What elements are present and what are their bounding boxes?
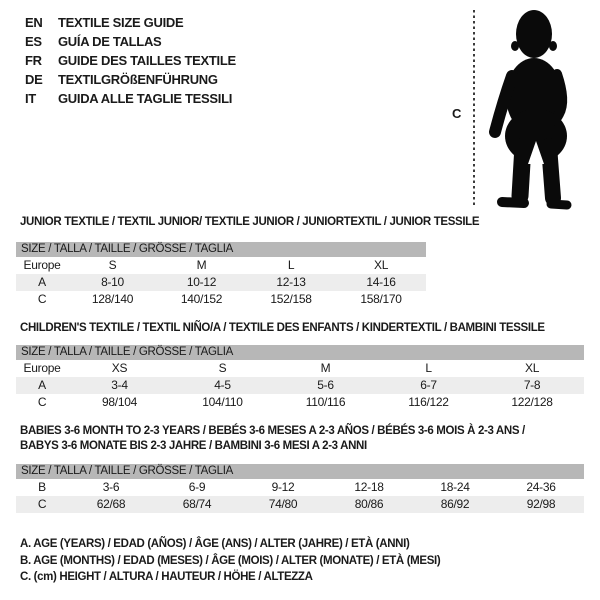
- cell-value: 128/140: [91, 292, 134, 306]
- col-header: XL: [373, 258, 389, 272]
- table-row: [16, 274, 426, 291]
- cell-value: 152/158: [270, 292, 312, 306]
- language-label: TEXTILGRÖßENFÜHRUNG: [58, 72, 218, 87]
- cell-value: 14-16: [366, 275, 396, 289]
- toddler-silhouette-icon: [487, 8, 579, 213]
- col-header: L: [425, 361, 432, 375]
- cell-value: 122/128: [511, 395, 553, 409]
- cell-value: 12-18: [354, 480, 384, 494]
- language-code: DE: [25, 72, 43, 87]
- cell-value: 74/80: [268, 497, 298, 511]
- babies-size-table: [16, 464, 584, 513]
- cell-value: 86/92: [440, 497, 470, 511]
- language-row: [25, 32, 236, 51]
- table-row: [16, 291, 426, 308]
- children-table-title: CHILDREN'S TEXTILE / TEXTIL NIÑO/A / TEXTILE DES ENFANTS / KINDERTEXTIL / BAMBINI TESSILE: [20, 322, 545, 334]
- row-label: C: [37, 497, 47, 511]
- babies-title-line2: BABYS 3-6 MONATE BIS 2-3 JAHRE / BAMBINI 3-6 MESI A 2-3 ANNI: [20, 440, 367, 452]
- row-label: Europe: [23, 258, 61, 272]
- babies-title-line1: BABIES 3-6 MONTH TO 2-3 YEARS / BEBÉS 3-6 MESES A 2-3 AÑOS / BÉBÉS 3-6 MOIS À 2-3 ANS /: [20, 425, 525, 437]
- col-header: XL: [525, 361, 540, 375]
- cell-value: 68/74: [182, 497, 212, 511]
- cell-value: 110/116: [305, 395, 346, 409]
- cell-value: 3-4: [111, 378, 128, 392]
- cell-value: 24-36: [526, 480, 556, 494]
- table-row: [16, 479, 584, 496]
- language-row: [25, 51, 236, 70]
- language-list: [25, 13, 236, 108]
- table-row: [16, 257, 426, 274]
- language-label: GUIDE DES TAILLES TEXTILE: [58, 53, 236, 68]
- cell-value: 5-6: [317, 378, 334, 392]
- col-header: S: [108, 258, 117, 272]
- junior-size-table: [16, 242, 426, 308]
- language-row: [25, 89, 236, 108]
- junior-table-title: JUNIOR TEXTILE / TEXTIL JUNIOR/ TEXTILE JUNIOR / JUNIORTEXTIL / JUNIOR TESSILE: [20, 216, 480, 228]
- row-label: A: [38, 378, 46, 392]
- col-header: XS: [111, 361, 128, 375]
- cell-value: 116/122: [408, 395, 449, 409]
- legend-line-a: A. AGE (YEARS) / EDAD (AÑOS) / ÂGE (ANS) / ALTER (JAHRE) / ETÀ (ANNI): [20, 538, 410, 550]
- cell-value: 18-24: [440, 480, 470, 494]
- col-header: M: [320, 361, 331, 375]
- height-dashed-line: [473, 10, 475, 207]
- table-row: [16, 377, 584, 394]
- height-measure-label: C: [452, 106, 462, 121]
- legend-line-c: C. (cm) HEIGHT / ALTURA / HAUTEUR / HÖHE / ALTEZZA: [20, 571, 313, 583]
- cell-value: 7-8: [523, 378, 541, 392]
- cell-value: 12-13: [276, 275, 306, 289]
- language-code: FR: [25, 53, 42, 68]
- children-size-table: [16, 345, 584, 411]
- table-row: [16, 394, 584, 411]
- language-label: GUÍA DE TALLAS: [58, 34, 162, 49]
- cell-value: 80/86: [354, 497, 384, 511]
- col-header: L: [287, 258, 295, 272]
- language-code: ES: [25, 34, 42, 49]
- cell-value: 104/110: [202, 395, 243, 409]
- cell-value: 92/98: [526, 497, 556, 511]
- row-label: A: [38, 275, 46, 289]
- size-header-row: [16, 464, 584, 479]
- row-label: B: [38, 480, 46, 494]
- size-header-bar: SIZE / TALLA / TAILLE / GRÖSSE / TAGLIA: [16, 242, 426, 257]
- cell-value: 8-10: [101, 275, 124, 289]
- col-header: M: [196, 258, 207, 272]
- cell-value: 10-12: [186, 275, 217, 289]
- cell-value: 62/68: [96, 497, 126, 511]
- legend: [20, 536, 440, 586]
- col-header: S: [218, 361, 227, 375]
- legend-line-b: B. AGE (MONTHS) / EDAD (MESES) / ÂGE (MOIS) / ALTER (MONATE) / ETÀ (MESI): [20, 554, 441, 567]
- cell-value: 9-12: [271, 480, 295, 494]
- cell-value: 140/152: [180, 292, 223, 306]
- cell-value: 6-9: [188, 480, 206, 494]
- language-row: [25, 13, 236, 32]
- row-label: Europe: [23, 361, 61, 375]
- table-row: [16, 496, 584, 513]
- cell-value: 158/170: [360, 292, 402, 306]
- language-row: [25, 70, 236, 89]
- cell-value: 3-6: [102, 480, 120, 494]
- size-header-row: [16, 345, 584, 360]
- language-label: GUIDA ALLE TAGLIE TESSILI: [58, 91, 233, 106]
- cell-value: 4-5: [214, 378, 231, 392]
- row-label: C: [37, 395, 47, 409]
- language-label: TEXTILE SIZE GUIDE: [58, 15, 184, 30]
- language-code: IT: [25, 91, 36, 106]
- size-header-row: [16, 242, 426, 257]
- cell-value: 98/104: [102, 395, 137, 409]
- size-header-bar: SIZE / TALLA / TAILLE / GRÖSSE / TAGLIA: [16, 464, 584, 479]
- babies-table-title: [20, 424, 525, 454]
- language-code: EN: [25, 15, 43, 30]
- table-row: [16, 360, 584, 377]
- row-label: C: [37, 292, 47, 306]
- cell-value: 6-7: [420, 378, 437, 392]
- size-header-bar: SIZE / TALLA / TAILLE / GRÖSSE / TAGLIA: [16, 345, 584, 360]
